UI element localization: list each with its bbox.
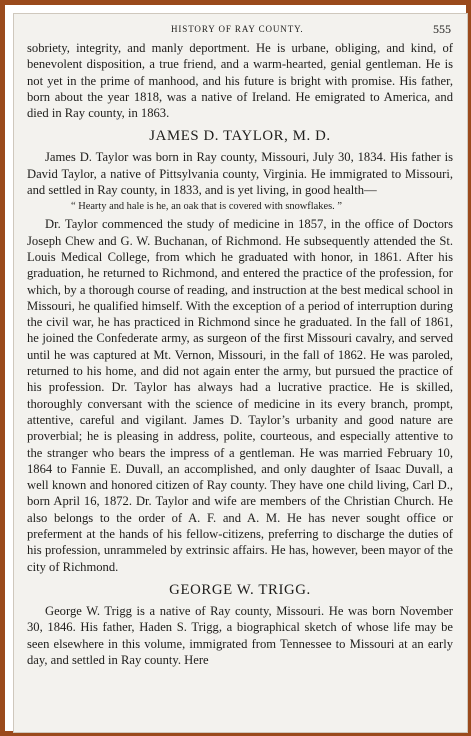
book-page: [13, 13, 468, 733]
page-number: 555: [433, 22, 451, 36]
taylor-paragraph-2: Dr. Taylor commenced the study of medicine in 1857, in the office of Doctors Joseph Chew and G. W. Buchanan, of Richmond. He subsequently attended the St. Louis Medical College, from which he graduated with honor, in 1861. After his graduation, he returned to Richmond, and entered the practice of the profession, for which, by a thorough course of reading, and instruction at the best medical school in Missouri, he qualified himself. With the exception of a period of interruption during the civil war, he has practiced in Richmond since he graduated. In the fall of 1861, he joined the Confederate army, as surgeon of the first Missouri cavalry, and served until he was captured at Mt. Vernon, Missouri, in the fall of 1862. He was paroled, returned to his home, and did not again enter the army, but pursued the practice of his profession. Dr. Taylor has always had a lucrative practice. He is skilled, thoroughly conversant with the science of medicine in its every branch, prompt, attentive, careful and vigilant. James D. Taylor’s urbanity and good nature are proverbial; he is pleasing in address, polite, courteous, and especially attentive to the stranger who bears the impress of a gentleman. He was married February 10, 1864 to Fannie E. Duvall, an accomplished, and only daughter of Isaac Duvall, a well known and honored citizen of Ray county. They have one child living, Carl D., born April 16, 1872. Dr. Taylor and wife are members of the Christian Church. He also belongs to the order of A. F. and A. M. He has never sought office or preferment at the hands of his fellow-citizens, preferring to discharge the duties of his profession, unrammeled by extrinsic affairs. He has, however, been mayor of the city of Richmond.: [27, 217, 453, 574]
taylor-quote: “ Hearty and hale is he, an oak that is covered with snowflakes. ”: [71, 201, 342, 213]
running-head-title: HISTORY OF RAY COUNTY.: [171, 24, 304, 34]
running-head: [27, 20, 453, 40]
taylor-heading: JAMES D. TAYLOR, M. D.: [149, 128, 331, 145]
trigg-heading: GEORGE W. TRIGG.: [169, 581, 311, 598]
taylor-paragraph-1: James D. Taylor was born in Ray county, Missouri, July 30, 1834. His father is David Taylor, a native of Pittsylvania county, Virginia. He immigrated to Missouri, and settled in Ray county, in 1833, and is yet living, in good health—: [27, 150, 453, 198]
trigg-paragraph-1: George W. Trigg is a native of Ray county, Missouri. He was born November 30, 1846. His father, Haden S. Trigg, a biographical sketch of whose life may be seen elsewhere in this volume, immigrated from Tennessee to Missouri at an early day, and settled in Ray county. Here: [27, 603, 453, 667]
opening-paragraph: sobriety, integrity, and manly deportment. He is urbane, obliging, and kind, of benevolent disposition, a true friend, and a warm-hearted, genial gentleman. He is not yet in the prime of manhood, and his future is bright with promise. His father, born about the year 1818, was a native of Ireland. He emigrated to America, and died in Ray county, in 1863.: [27, 41, 453, 121]
